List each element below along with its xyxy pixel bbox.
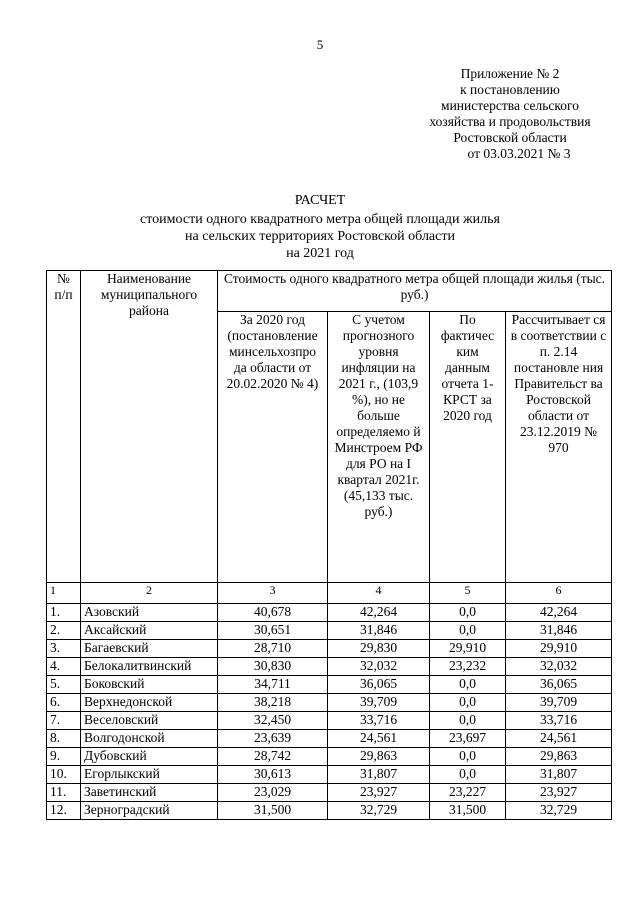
- appendix-line: Ростовской области: [453, 130, 567, 145]
- appendix-line: хозяйства и продовольствия: [429, 114, 591, 129]
- column-number: 5: [430, 583, 506, 604]
- table-row: [47, 766, 612, 784]
- row-number: 6.: [47, 694, 81, 712]
- row-number: 1.: [47, 604, 81, 622]
- cost-2020: 23,029: [218, 784, 328, 802]
- district-name: Аксайский: [81, 622, 218, 640]
- cost-with-inflation: 31,807: [328, 766, 430, 784]
- header-col5: По фактичес ким данным отчета 1-КРСТ за 2020 год: [430, 312, 506, 583]
- row-number: 4.: [47, 658, 81, 676]
- cost-2020: 38,218: [218, 694, 328, 712]
- cost-2020: 28,710: [218, 640, 328, 658]
- cost-2020: 40,678: [218, 604, 328, 622]
- column-number: 6: [506, 583, 612, 604]
- cost-with-inflation: 32,729: [328, 802, 430, 820]
- column-number: 3: [218, 583, 328, 604]
- header-name: Наименование муниципального района: [81, 271, 218, 583]
- cost-with-inflation: 31,846: [328, 622, 430, 640]
- table-row: [47, 730, 612, 748]
- header-col4: С учетом прогнозного уровня инфляции на 2021 г., (103,9 %), но не больше определяемо й Минстроем РФ для РО на I квартал 2021г. (45,133 тыс. руб.): [328, 312, 430, 583]
- appendix-line: от 03.03.2021 № 3: [467, 146, 571, 161]
- row-number: 9.: [47, 748, 81, 766]
- district-name: Зерноградский: [81, 802, 218, 820]
- cost-actual-1krst: 29,910: [430, 640, 506, 658]
- table-row: [47, 784, 612, 802]
- table-row: [47, 658, 612, 676]
- cost-actual-1krst: 23,232: [430, 658, 506, 676]
- district-name: Багаевский: [81, 640, 218, 658]
- cost-calculated: 23,927: [506, 784, 612, 802]
- cost-with-inflation: 32,032: [328, 658, 430, 676]
- cost-actual-1krst: 0,0: [430, 676, 506, 694]
- table-body: [47, 604, 612, 820]
- cost-with-inflation: 29,830: [328, 640, 430, 658]
- district-name: Дубовский: [81, 748, 218, 766]
- page-number: 5: [316, 37, 324, 52]
- column-number: 4: [328, 583, 430, 604]
- cost-actual-1krst: 0,0: [430, 712, 506, 730]
- row-number: 5.: [47, 676, 81, 694]
- row-number: 12.: [47, 802, 81, 820]
- title-line: на сельских территориях Ростовской области: [185, 229, 455, 244]
- row-number: 8.: [47, 730, 81, 748]
- table-row: [47, 640, 612, 658]
- table-row: [47, 712, 612, 730]
- district-name: Веселовский: [81, 712, 218, 730]
- cost-with-inflation: 39,709: [328, 694, 430, 712]
- district-name: Егорлыкский: [81, 766, 218, 784]
- cost-calculated: 32,032: [506, 658, 612, 676]
- cost-2020: 28,742: [218, 748, 328, 766]
- header-col6: Рассчитывает ся в соответствии с п. 2.14 постановле ния Правительст ва Ростовской области от 23.12.2019 № 970: [506, 312, 612, 583]
- title-line: стоимости одного квадратного метра общей площади жилья: [140, 212, 500, 227]
- cost-calculated: 36,065: [506, 676, 612, 694]
- district-name: Верхнедонской: [81, 694, 218, 712]
- appendix-line: к постановлению: [460, 82, 560, 97]
- cost-calculated: 32,729: [506, 802, 612, 820]
- cost-calculated: 39,709: [506, 694, 612, 712]
- table-row: [47, 694, 612, 712]
- district-name: Боковский: [81, 676, 218, 694]
- cost-actual-1krst: 31,500: [430, 802, 506, 820]
- cost-actual-1krst: 0,0: [430, 622, 506, 640]
- cost-with-inflation: 33,716: [328, 712, 430, 730]
- header-col3: За 2020 год (постановление минсельхозпро да области от 20.02.2020 № 4): [218, 312, 328, 583]
- table-header-row: [47, 271, 612, 312]
- appendix-block: [400, 66, 620, 162]
- cost-actual-1krst: 23,227: [430, 784, 506, 802]
- table-row: [47, 676, 612, 694]
- cost-2020: 30,651: [218, 622, 328, 640]
- cost-actual-1krst: 0,0: [430, 604, 506, 622]
- cost-calculated: 24,561: [506, 730, 612, 748]
- appendix-line: Приложение № 2: [460, 66, 560, 81]
- table-row: [47, 802, 612, 820]
- cost-with-inflation: 23,927: [328, 784, 430, 802]
- cost-calculated: 29,910: [506, 640, 612, 658]
- cost-calculated: 33,716: [506, 712, 612, 730]
- row-number: 11.: [47, 784, 81, 802]
- header-num: № п/п: [47, 271, 81, 583]
- row-number: 3.: [47, 640, 81, 658]
- table-row: [47, 748, 612, 766]
- cost-2020: 23,639: [218, 730, 328, 748]
- cost-2020: 30,613: [218, 766, 328, 784]
- column-number: 2: [81, 583, 218, 604]
- cost-2020: 30,830: [218, 658, 328, 676]
- cost-calculated: 31,807: [506, 766, 612, 784]
- cost-with-inflation: 24,561: [328, 730, 430, 748]
- cost-actual-1krst: 0,0: [430, 748, 506, 766]
- cost-table: [46, 270, 612, 820]
- cost-actual-1krst: 23,697: [430, 730, 506, 748]
- cost-actual-1krst: 0,0: [430, 694, 506, 712]
- document-title: [0, 192, 640, 262]
- title-line: на 2021 год: [286, 246, 354, 261]
- table-row: [47, 604, 612, 622]
- cost-actual-1krst: 0,0: [430, 766, 506, 784]
- column-number-row: [47, 583, 612, 604]
- cost-calculated: 42,264: [506, 604, 612, 622]
- table-row: [47, 622, 612, 640]
- district-name: Заветинский: [81, 784, 218, 802]
- district-name: Волгодонской: [81, 730, 218, 748]
- header-cost-group: Стоимость одного квадратного метра общей площади жилья (тыс. руб.): [218, 271, 612, 312]
- appendix-line: министерства сельского: [441, 98, 579, 113]
- cost-2020: 34,711: [218, 676, 328, 694]
- title-heading: РАСЧЕТ: [294, 193, 346, 208]
- cost-2020: 32,450: [218, 712, 328, 730]
- cost-with-inflation: 36,065: [328, 676, 430, 694]
- row-number: 10.: [47, 766, 81, 784]
- cost-with-inflation: 29,863: [328, 748, 430, 766]
- cost-with-inflation: 42,264: [328, 604, 430, 622]
- row-number: 7.: [47, 712, 81, 730]
- cost-calculated: 31,846: [506, 622, 612, 640]
- row-number: 2.: [47, 622, 81, 640]
- column-number: 1: [47, 583, 81, 604]
- cost-calculated: 29,863: [506, 748, 612, 766]
- cost-2020: 31,500: [218, 802, 328, 820]
- district-name: Белокалитвинский: [81, 658, 218, 676]
- district-name: Азовский: [81, 604, 218, 622]
